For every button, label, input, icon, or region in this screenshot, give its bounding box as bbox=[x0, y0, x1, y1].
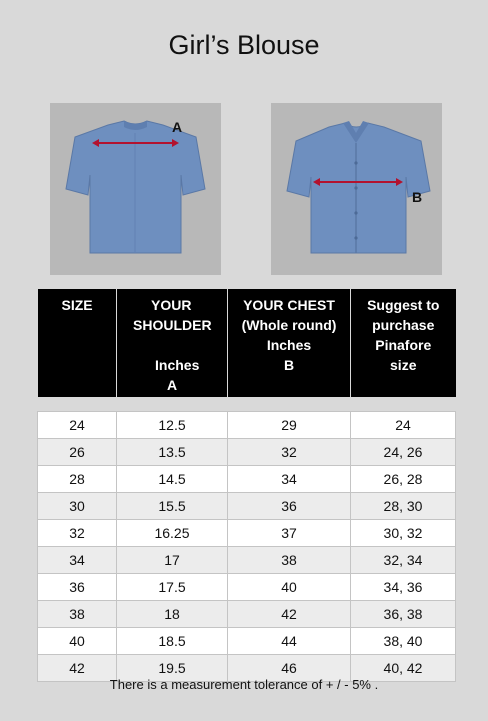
cell-shoulder: 18 bbox=[117, 600, 228, 627]
cell-pinafore: 28, 30 bbox=[351, 492, 456, 519]
cell-shoulder: 15.5 bbox=[117, 492, 228, 519]
tolerance-note: There is a measurement tolerance of + / - 5% . bbox=[109, 677, 379, 692]
cell-shoulder: 19.5 bbox=[117, 654, 228, 681]
cell-chest: 29 bbox=[228, 411, 351, 438]
cell-size: 42 bbox=[38, 654, 117, 681]
table-row bbox=[38, 627, 456, 654]
header-chest: YOUR CHEST (Whole round) Inches B bbox=[228, 289, 351, 397]
cell-pinafore: 32, 34 bbox=[351, 546, 456, 573]
cell-pinafore: 30, 32 bbox=[351, 519, 456, 546]
cell-shoulder: 16.25 bbox=[117, 519, 228, 546]
cell-pinafore: 26, 28 bbox=[351, 465, 456, 492]
table-row bbox=[38, 546, 456, 573]
cell-size: 32 bbox=[38, 519, 117, 546]
cell-pinafore: 24 bbox=[351, 411, 456, 438]
blouse-back-photo bbox=[50, 103, 221, 275]
cell-size: 40 bbox=[38, 627, 117, 654]
cell-chest: 32 bbox=[228, 438, 351, 465]
marker-a: A bbox=[172, 119, 183, 135]
cell-chest: 40 bbox=[228, 573, 351, 600]
table-row bbox=[38, 519, 456, 546]
cell-shoulder: 12.5 bbox=[117, 411, 228, 438]
cell-chest: 38 bbox=[228, 546, 351, 573]
header-suggest-pinafore: Suggest to purchase Pinafore size bbox=[351, 289, 456, 397]
marker-b: B bbox=[412, 189, 423, 205]
cell-pinafore: 38, 40 bbox=[351, 627, 456, 654]
table-row bbox=[38, 438, 456, 465]
cell-chest: 37 bbox=[228, 519, 351, 546]
table-row bbox=[38, 600, 456, 627]
table-row bbox=[38, 465, 456, 492]
cell-shoulder: 13.5 bbox=[117, 438, 228, 465]
cell-pinafore: 24, 26 bbox=[351, 438, 456, 465]
table-header-row bbox=[38, 289, 456, 397]
cell-pinafore: 40, 42 bbox=[351, 654, 456, 681]
cell-shoulder: 17 bbox=[117, 546, 228, 573]
cell-chest: 42 bbox=[228, 600, 351, 627]
table-row bbox=[38, 411, 456, 438]
cell-pinafore: 34, 36 bbox=[351, 573, 456, 600]
header-size: SIZE bbox=[38, 289, 117, 397]
cell-size: 26 bbox=[38, 438, 117, 465]
cell-size: 28 bbox=[38, 465, 117, 492]
cell-shoulder: 17.5 bbox=[117, 573, 228, 600]
cell-size: 38 bbox=[38, 600, 117, 627]
cell-shoulder: 18.5 bbox=[117, 627, 228, 654]
header-shoulder: YOUR SHOULDER Inches A bbox=[117, 289, 228, 397]
cell-shoulder: 14.5 bbox=[117, 465, 228, 492]
blouse-front-photo bbox=[271, 103, 442, 275]
cell-size: 24 bbox=[38, 411, 117, 438]
cell-chest: 44 bbox=[228, 627, 351, 654]
table-row bbox=[38, 492, 456, 519]
page-title: Girl’s Blouse bbox=[168, 30, 320, 60]
cell-size: 34 bbox=[38, 546, 117, 573]
cell-chest: 36 bbox=[228, 492, 351, 519]
cell-size: 30 bbox=[38, 492, 117, 519]
cell-chest: 34 bbox=[228, 465, 351, 492]
table-row bbox=[38, 573, 456, 600]
cell-pinafore: 36, 38 bbox=[351, 600, 456, 627]
cell-chest: 46 bbox=[228, 654, 351, 681]
cell-size: 36 bbox=[38, 573, 117, 600]
size-chart-table bbox=[37, 289, 456, 682]
shirt-back-icon bbox=[50, 103, 221, 275]
